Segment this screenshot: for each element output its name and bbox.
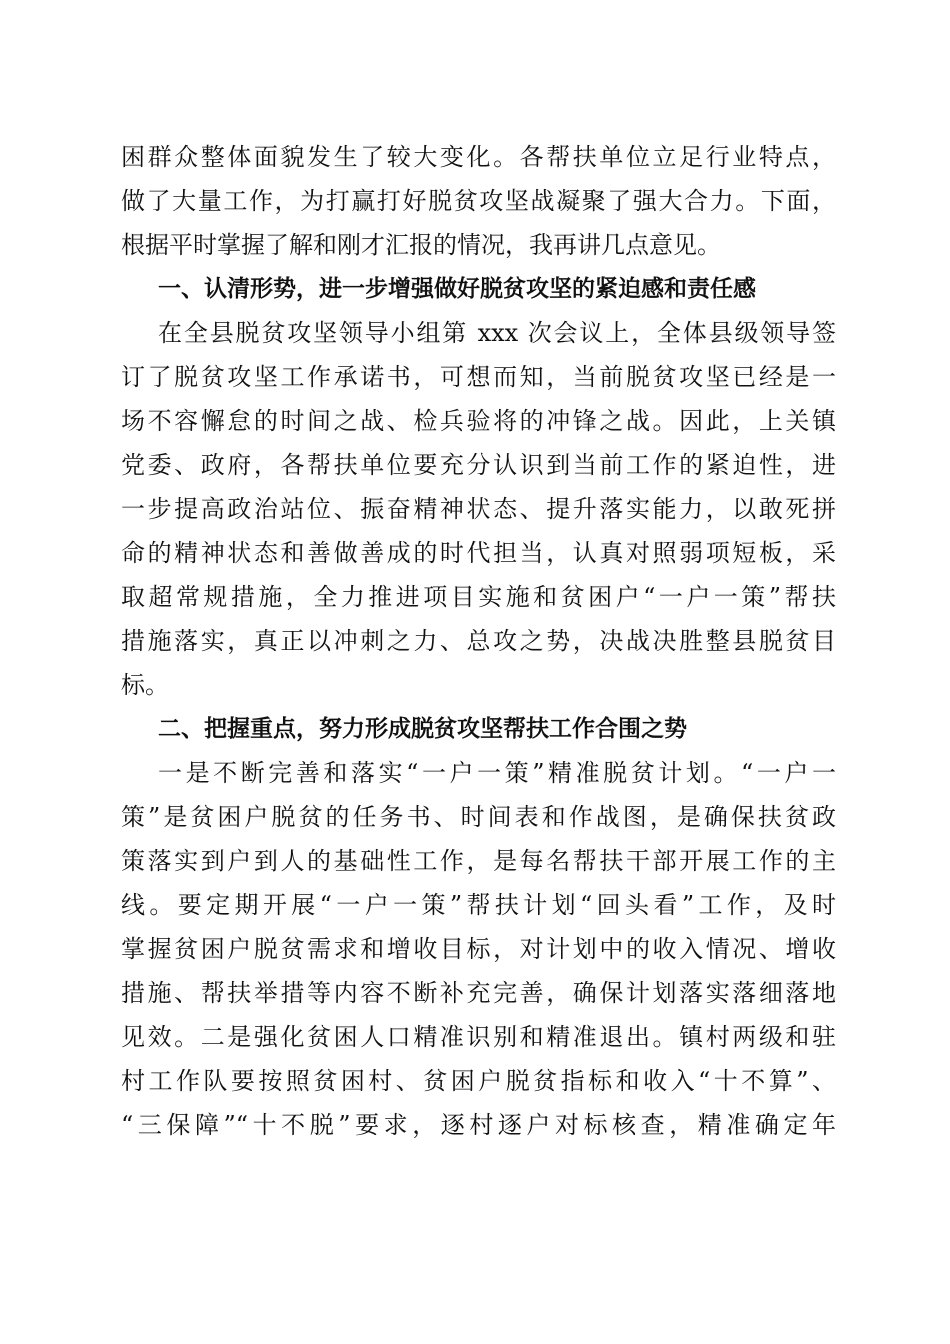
text-line: 困群众整体面貌发生了较大变化。各帮扶单位立足行业特点， — [121, 143, 836, 171]
text-line: 取超常规措施，全力推进项目实施和贫困户“一户一策”帮扶 — [121, 583, 836, 611]
text-line: 根据平时掌握了解和刚才汇报的情况，我再讲几点意见。 — [121, 231, 721, 259]
text-line: 在全县脱贫攻坚领导小组第 xxx 次会议上，全体县级领导签 — [158, 319, 836, 347]
text-line: 一是不断完善和落实“一户一策”精准脱贫计划。“一户一 — [158, 759, 836, 787]
text-line: 命的精神状态和善做善成的时代担当，认真对照弱项短板，采 — [121, 539, 836, 567]
text-line: 党委、政府，各帮扶单位要充分认识到当前工作的紧迫性，进 — [121, 451, 836, 479]
text-line: 标。 — [121, 671, 169, 699]
text-line: 一步提高政治站位、振奋精神状态、提升落实能力，以敢死拼 — [121, 495, 836, 523]
text-line: 掌握贫困户脱贫需求和增收目标，对计划中的收入情况、增收 — [121, 935, 836, 963]
text-line: 措施、帮扶举措等内容不断补充完善，确保计划落实落细落地 — [121, 979, 836, 1007]
text-line: 策落实到户到人的基础性工作，是每名帮扶干部开展工作的主 — [121, 847, 836, 875]
section-heading-1: 一、认清形势，进一步增强做好脱贫攻坚的紧迫感和责任感 — [158, 276, 756, 302]
text-line: 线。要定期开展“一户一策”帮扶计划“回头看”工作，及时 — [121, 891, 836, 919]
text-line: 场不容懈怠的时间之战、检兵验将的冲锋之战。因此，上关镇 — [121, 407, 836, 435]
section-heading-2: 二、把握重点，努力形成脱贫攻坚帮扶工作合围之势 — [158, 716, 687, 742]
text-line: 村工作队要按照贫困村、贫困户脱贫指标和收入“十不算”、 — [121, 1067, 836, 1095]
text-line: 做了大量工作，为打赢打好脱贫攻坚战凝聚了强大合力。下面， — [121, 187, 836, 215]
text-line: 订了脱贫攻坚工作承诺书，可想而知，当前脱贫攻坚已经是一 — [121, 363, 836, 391]
text-line: 见效。二是强化贫困人口精准识别和精准退出。镇村两级和驻 — [121, 1023, 836, 1051]
text-line: 措施落实，真正以冲刺之力、总攻之势，决战决胜整县脱贫目 — [121, 627, 836, 655]
text-line: 策”是贫困户脱贫的任务书、时间表和作战图，是确保扶贫政 — [121, 803, 836, 831]
text-line: “三保障”“十不脱”要求，逐村逐户对标核查，精准确定年 — [121, 1111, 836, 1139]
